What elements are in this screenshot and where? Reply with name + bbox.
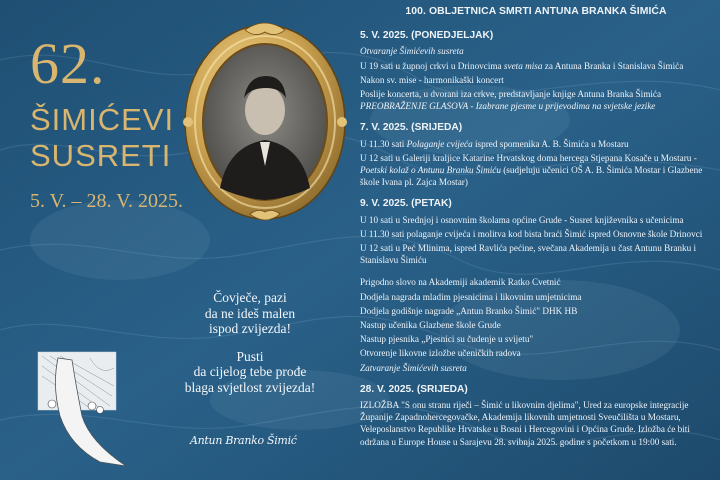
- event-line: Otvaranje Šimićevih susreta: [360, 46, 464, 57]
- festival-title-line1: ŠIMIĆEVI: [30, 102, 175, 137]
- poem-line: Pusti: [236, 348, 264, 364]
- portrait-frame: [180, 18, 350, 223]
- program-title: 100. OBLJETNICA SMRTI ANTUNA BRANKA ŠIMIĆA: [405, 6, 667, 17]
- academy-program: [360, 276, 712, 373]
- event-line: U 11.30 sati polaganje cvijeća i molitva kod bista braći Šimić ispred Osnovne škole Drinovci: [360, 228, 703, 239]
- event-line: IZLOŽBA "S onu stranu riječi – Šimić u likovnim djelima", Ured za europske integracije Županije Zapadnohercegovačke, Akademija likovnih umjetnosti Sveučilišta u Mostaru, Veleposlanstvo Republike Hrvatske u Bosni i Hercegovini i Općina Grude. Izložba će biti održana u Europe House u Sarajevu 28. svibnja 2025. godine s početkom u 19:00 sati.: [360, 400, 690, 447]
- event-program: [360, 6, 712, 450]
- edition-number: 62.: [30, 31, 106, 96]
- event-line: Prigodno slovo na Akademiji akademik Ratko Cvetnić: [360, 277, 561, 288]
- poem-line: blaga svjetlost zvijezda!: [184, 379, 316, 395]
- event-line: Dodjela nagrada mladim pjesnicima i likovnim umjetnicima: [360, 291, 582, 302]
- event-line: U 10 sati u Srednjoj i osnovnim školama općine Grude - Susret književnika s učenicima: [360, 214, 684, 225]
- event-line: Nastup pjesnika „Pjesnici su čudenje u svijetu": [360, 334, 534, 345]
- event-line: U 11.30 sati Polaganje cvijeća ispred spomenika A. B. Šimića u Mostaru: [360, 138, 629, 149]
- poem-line: Čovječe, pazi: [213, 290, 287, 305]
- poem-line: ispod zvijezda!: [208, 321, 292, 336]
- day-heading: 9. V. 2025. (PETAK): [360, 198, 452, 210]
- event-line: Otvorenje likovne izložbe učeničkih radova: [360, 348, 521, 359]
- poet-sketch-drawing: [30, 346, 140, 470]
- day-heading: 5. V. 2025. (PONEDJELJAK): [360, 30, 494, 42]
- event-line: Dodjela godišnje nagrade „Antun Branko Šimić" DHK HB: [360, 305, 578, 316]
- festival-date-range: 5. V. – 28. V. 2025.: [30, 190, 184, 212]
- handwritten-signature: Antun Branko Šimić: [190, 434, 297, 447]
- poem-line: da cijelog tebe prođe: [193, 364, 307, 379]
- event-line: U 12 sati u Peć Mlinima, ispred Ravlića pećine, svečana Akademija u čast Antunu Branku i Stanislavu Šimiću: [360, 243, 697, 266]
- event-line: Nastup učenika Glazbene škole Grude: [360, 320, 501, 331]
- event-line: Poslije koncerta, u dvorani iza crkve, predstavljanje knjige Antuna Branka Šimića PREOBRAŽENJE GLASOVA - Izabrane pjesme u prijevodima na svjetske jezike: [360, 89, 662, 112]
- poem-line: da ne ideš malen: [204, 305, 296, 321]
- festival-title-line2: SUSRETI: [30, 138, 172, 173]
- event-line: Zatvaranje Šimićevih susreta: [360, 362, 467, 373]
- day-heading: 7. V. 2025. (SRIJEDA): [360, 122, 463, 134]
- day-heading: 28. V. 2025. (SRIJEDA): [360, 383, 468, 395]
- event-line: U 19 sati u župnoj crkvi u Drinovcima sveta misa za Antuna Branka i Stanislava Šimića: [360, 60, 684, 71]
- event-line: U 12 sati u Galeriji kraljice Katarine Hrvatskog doma hercega Stjepana Kosače u Mostaru - Poetski kolaž o Antunu Branku Šimiću (sudjeluju učenici OŠ A. B. Šimića Mostar i Glazbene škole Ivana pl. Zajca Mostar): [360, 152, 703, 188]
- event-line: Nakon sv. mise - harmonikaški koncert: [360, 74, 504, 85]
- poem-stanza-gap: [175, 337, 325, 349]
- poem: [175, 290, 325, 395]
